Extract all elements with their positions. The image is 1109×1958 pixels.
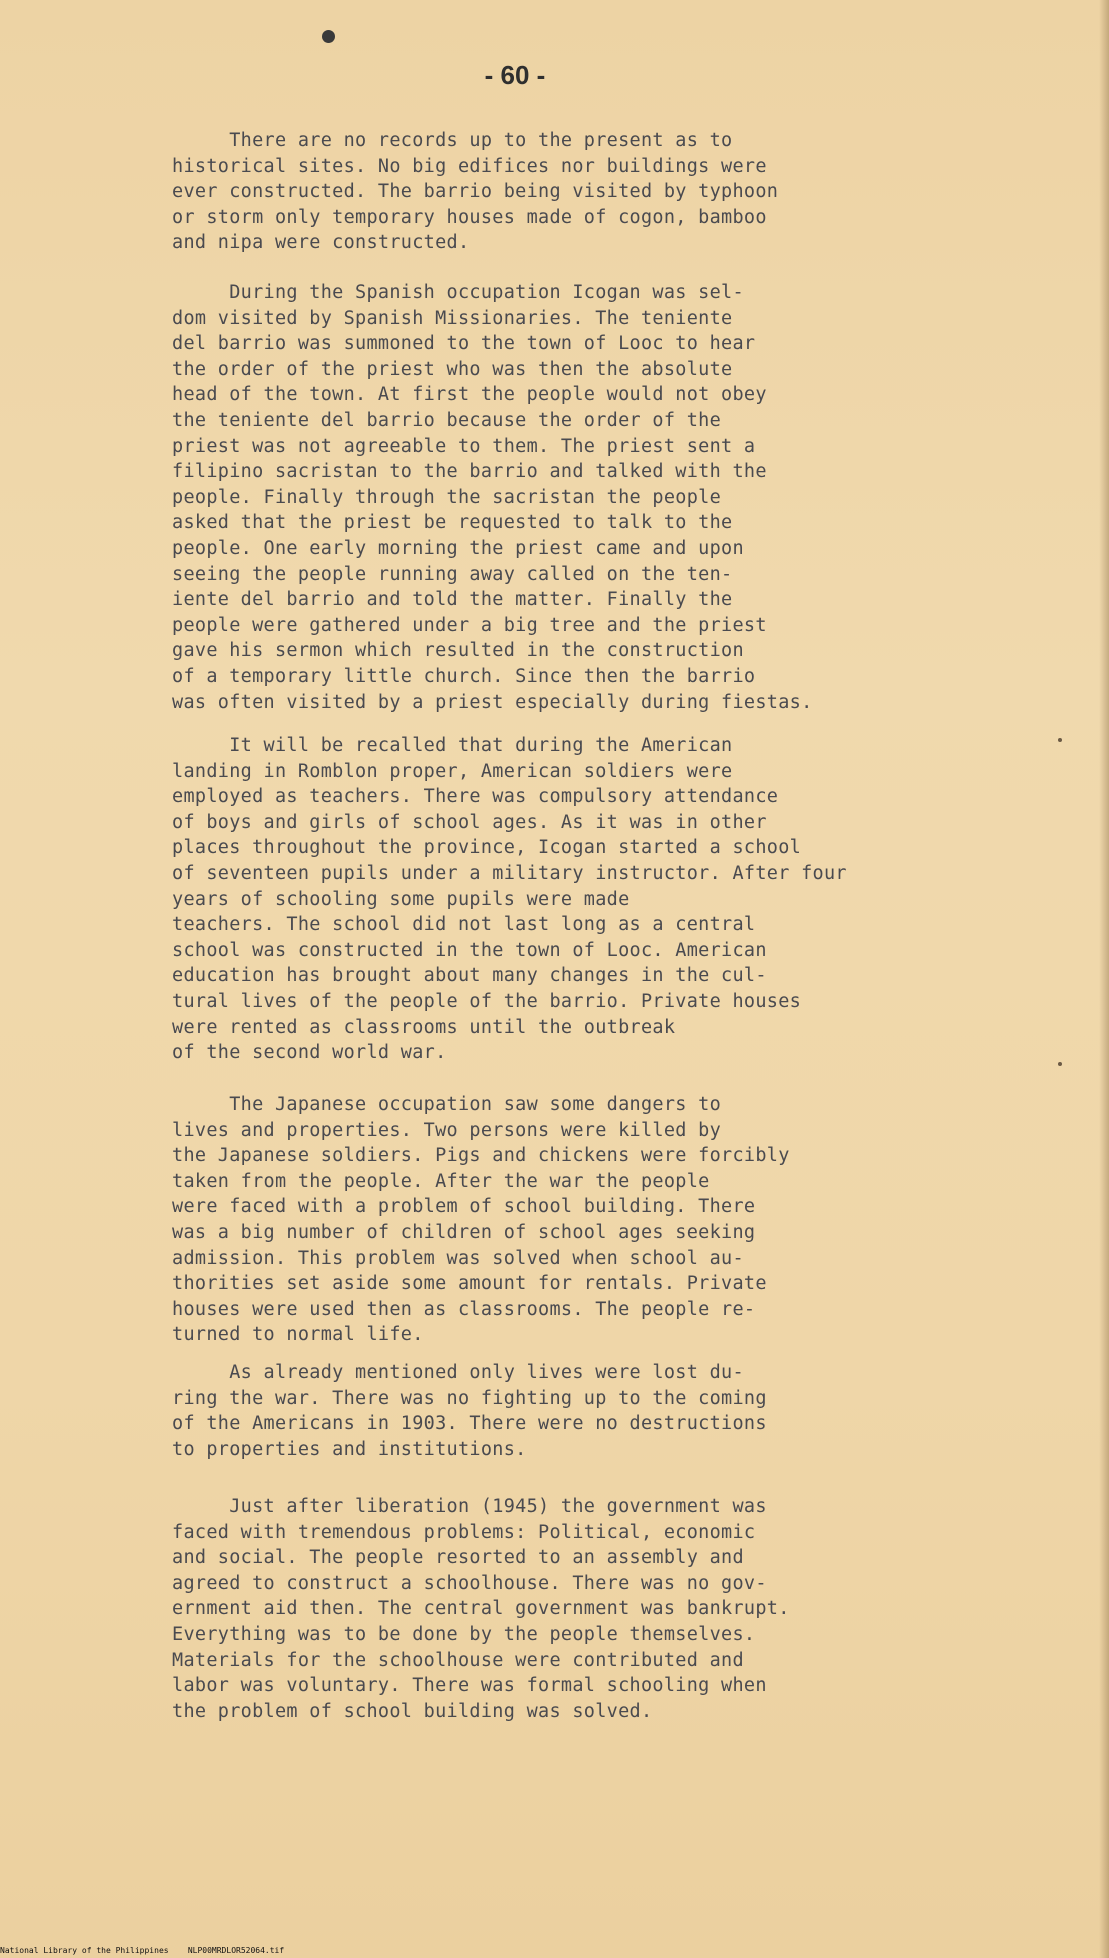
paragraph-japanese-occupation: The Japanese occupation saw some dangers to lives and properties. Two persons were killed by the Japanese soldiers. Pigs and chickens were forcibly taken from the people. After the war the people were faced with a problem of school building. There was a big number of children of school ages seeking admission. This problem was solved when school au- thorities set aside some amount for rentals. Private houses were used then as classrooms. The people re- turned to normal life.	[172, 1094, 790, 1346]
paragraph-war-losses: As already mentioned only lives were lost du- ring the war. There was no fighting up to the coming of the Americans in 1903. There were no destructions to properties and institutions.	[172, 1362, 767, 1460]
paragraph-liberation: Just after liberation (1945) the government was faced with tremendous problems: Political, economic and social. The people resorted to an assembly and agreed to construct a schoolhouse. There was no gov- ernment aid then. The central government was bankrupt. Everything was to be done by the people themselves. Materials for the schoolhouse were contributed and labor was voluntary. There was formal schooling when the problem of school building was solved.	[172, 1496, 790, 1722]
paragraph-american-landing: It will be recalled that during the American landing in Romblon proper, American soldiers were employed as teachers. There was compulsory attendance of boys and girls of school ages. As it was in other places throughout the province, Icogan started a school of seventeen pupils under a military instructor. After four years of schooling some pupils were made teachers. The school did not last long as a central school was constructed in the town of Looc. American education has brought about many changes in the cul- tural lives of the people of the barrio. Private houses were rented as classrooms until the outbreak of the second world war.	[172, 735, 847, 1064]
page-number: - 60 -	[484, 60, 546, 90]
archive-footer: National Library of the Philippines NLP00MRDLOR52064.tif	[0, 1946, 285, 1955]
paper-speck	[1058, 1062, 1062, 1066]
page-edge-shadow	[1099, 0, 1109, 1958]
paragraph-historical-sites: There are no records up to the present as to historical sites. No big edifices nor buildings were ever constructed. The barrio being visited by typhoon or storm only temporary houses made of cogon, bamboo and nipa were constructed.	[172, 130, 779, 254]
punch-hole-mark	[322, 30, 335, 43]
paper-speck	[1058, 738, 1062, 742]
paragraph-spanish-occupation: During the Spanish occupation Icogan was sel- dom visited by Spanish Missionaries. The teniente del barrio was summoned to the town of Looc to hear the order of the priest who was then the absolute head of the town. At first the people would not obey the teniente del barrio because the order of the priest was not agreeable to them. The priest sent a filipino sacristan to the barrio and talked with the people. Finally through the sacristan the people asked that the priest be requested to talk to the people. One early morning the priest came and upon seeing the people running away called on the ten- iente del barrio and told the matter. Finally the people were gathered under a big tree and the priest gave his sermon which resulted in the construction of a temporary little church. Since then the barrio was often visited by a priest especially during fiestas.	[172, 282, 813, 713]
